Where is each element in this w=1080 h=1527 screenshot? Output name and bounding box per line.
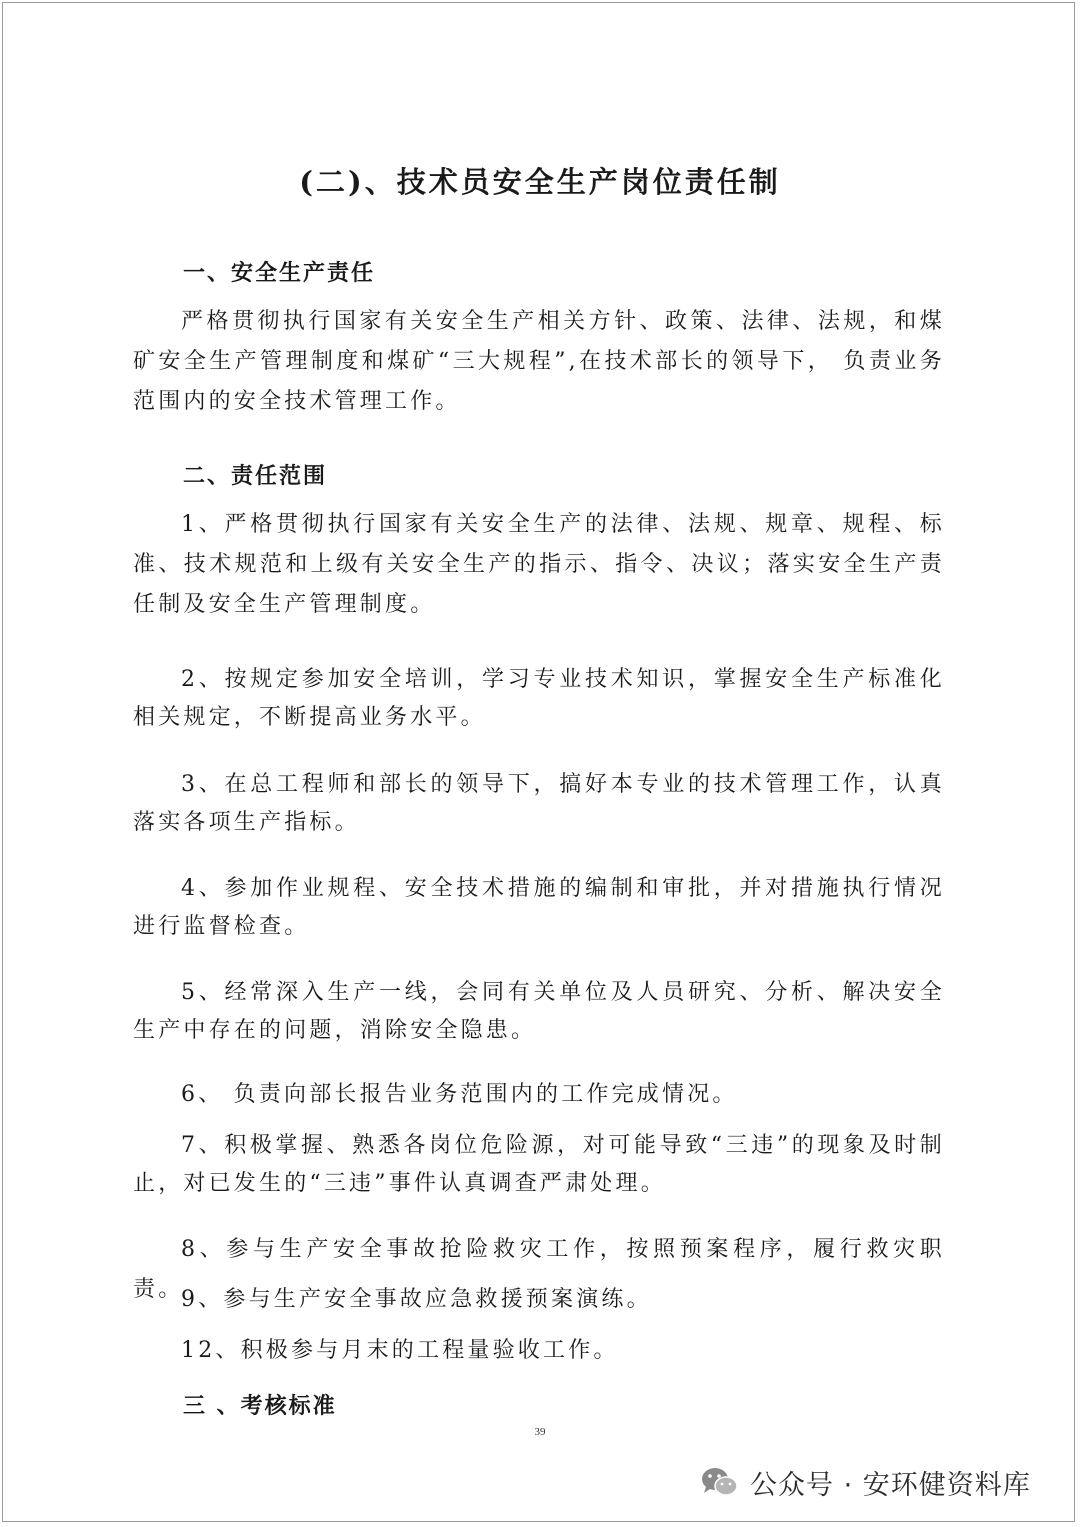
list-item: 9、参与生产安全事故应急救援预案演练。 — [181, 1287, 652, 1312]
list-item: 5、经常深入生产一线，会同有关单位及人员研究、分析、解决安全生产中存在的问题，消除安全隐患。 — [133, 980, 945, 1043]
list-item: 12、积极参与月末的工程量验收工作。 — [181, 1338, 619, 1363]
section-heading-assessment: 三 、考核标准 — [183, 1393, 337, 1419]
list-item: 8、参与生产安全事故抢险救灾工作，按照预案程序，履行救灾职责。 — [133, 1237, 945, 1302]
list-item: 3、在总工程师和部长的领导下，搞好本专业的技术管理工作，认真落实各项生产指标。 — [133, 772, 945, 835]
list-item: 1、严格贯彻执行国家有关安全生产的法律、法规、规章、规程、标准、技术规范和上级有关安全生产的指示、指令、决议；落实安全生产责任制及安全生产管理制度。 — [133, 512, 945, 617]
watermark-text: 公众号 · 安环健资料库 — [750, 1469, 1031, 1501]
document-title: (二)、技术员安全生产岗位责任制 — [299, 165, 781, 199]
list-item: 7、积极掌握、熟悉各岗位危险源，对可能导致“三违”的现象及时制止，对已发生的“三违”事件认真调查严肃处理。 — [133, 1133, 945, 1196]
list-item: 4、参加作业规程、安全技术措施的编制和审批，并对措施执行情况进行监督检查。 — [133, 876, 945, 939]
page-number: 39 — [534, 1426, 546, 1438]
wechat-icon — [700, 1465, 740, 1499]
section-heading-responsibility: 一、安全生产责任 — [183, 260, 376, 286]
section-text-responsibility: 严格贯彻执行国家有关安全生产相关方针、政策、法律、法规，和煤矿安全生产管理制度和煤矿“三大规程”,在技术部长的领导下， 负责业务范围内的安全技术管理工作。 — [133, 309, 945, 414]
list-item: 6、 负责向部长报告业务范围内的工作完成情况。 — [181, 1082, 738, 1107]
section-heading-scope: 二、责任范围 — [183, 463, 328, 489]
list-item: 2、按规定参加安全培训，学习专业技术知识，掌握安全生产标准化相关规定，不断提高业务水平。 — [133, 667, 945, 730]
watermark — [700, 1458, 1031, 1506]
